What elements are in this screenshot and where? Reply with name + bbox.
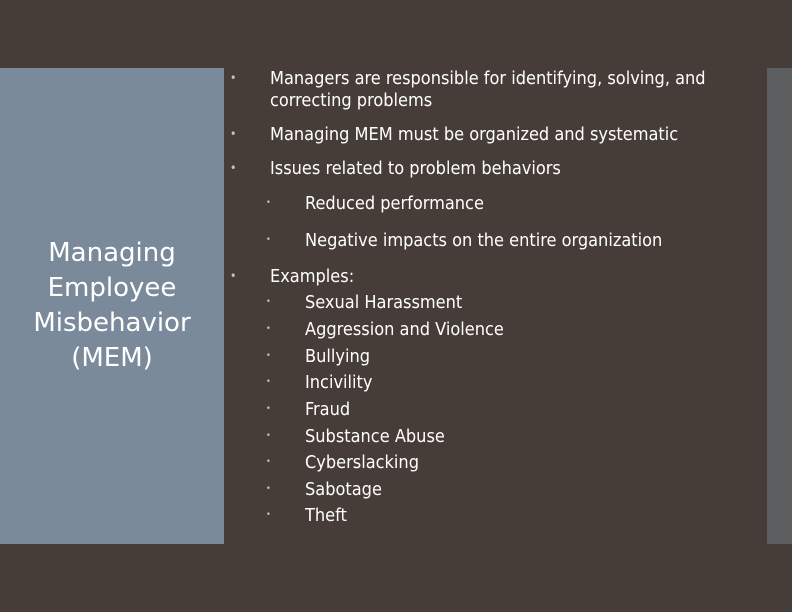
title-line: Managing bbox=[48, 238, 176, 268]
title-line: (MEM) bbox=[71, 343, 153, 373]
bullet-dot: • bbox=[266, 484, 271, 494]
example-text: Fraud bbox=[305, 399, 351, 420]
bullet-dot: • bbox=[266, 510, 271, 520]
bullet-dot: • bbox=[266, 351, 271, 361]
example-text: Incivility bbox=[305, 372, 373, 393]
bullet-dot: • bbox=[266, 377, 271, 387]
example-text: Bullying bbox=[305, 346, 371, 367]
example-text: Theft bbox=[305, 505, 347, 526]
bullet-dot: • bbox=[266, 404, 271, 414]
bullet-dot: • bbox=[230, 127, 237, 141]
title-line: Misbehavior bbox=[33, 308, 191, 338]
bullet-dot: • bbox=[266, 431, 271, 441]
bullet-dot: • bbox=[230, 71, 237, 85]
sub-bullet-text: Reduced performance bbox=[305, 193, 484, 214]
bullet-dot: • bbox=[230, 269, 237, 283]
bullet-dot: • bbox=[266, 324, 271, 334]
bullet-dot: • bbox=[230, 161, 237, 175]
bullet-dot: • bbox=[266, 457, 271, 467]
bullet-text: Examples: bbox=[270, 266, 355, 287]
example-text: Sexual Harassment bbox=[305, 292, 463, 313]
sub-bullet-text: Negative impacts on the entire organization bbox=[305, 230, 663, 251]
title-line: Employee bbox=[47, 273, 177, 303]
example-text: Cyberslacking bbox=[305, 452, 419, 473]
bullet-text: correcting problems bbox=[270, 90, 433, 111]
right-accent-strip bbox=[767, 68, 792, 544]
bullet-text: Issues related to problem behaviors bbox=[270, 158, 561, 179]
bullet-dot: • bbox=[266, 198, 271, 208]
example-text: Sabotage bbox=[305, 479, 382, 500]
bullet-text: Managers are responsible for identifying, solving, and bbox=[270, 68, 706, 89]
slide-title bbox=[0, 236, 224, 376]
example-text: Aggression and Violence bbox=[305, 319, 504, 340]
bullet-text: Managing MEM must be organized and systematic bbox=[270, 124, 679, 145]
bullet-dot: • bbox=[266, 297, 271, 307]
bullet-dot: • bbox=[266, 235, 271, 245]
example-text: Substance Abuse bbox=[305, 426, 445, 447]
